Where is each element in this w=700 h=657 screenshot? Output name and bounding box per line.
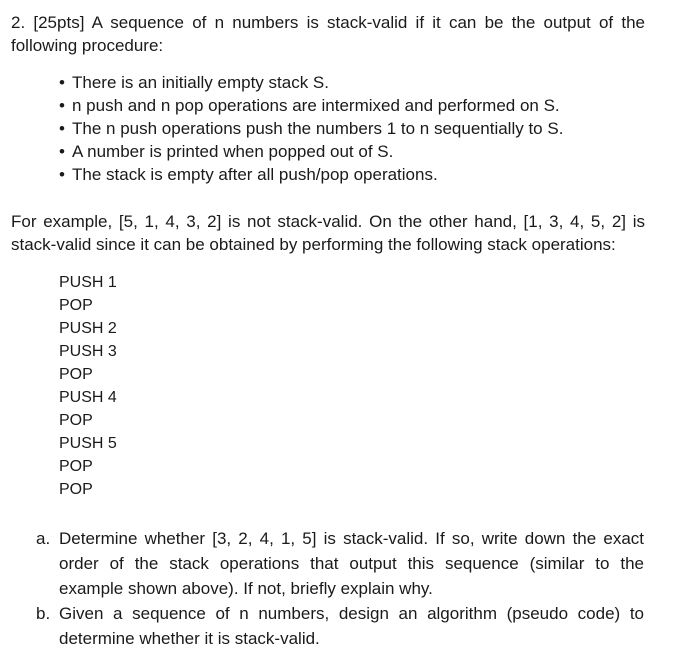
bullet-icon: • — [59, 142, 65, 161]
operation-item: PUSH 2 — [59, 320, 117, 337]
bullet-text: The stack is empty after all push/pop operations. — [72, 165, 438, 184]
question-b — [36, 601, 644, 651]
bullet-icon: • — [59, 165, 65, 184]
operation-item: PUSH 1 — [59, 274, 117, 291]
question-a — [36, 526, 644, 601]
question-marker: b. — [36, 604, 51, 623]
operation-item: PUSH 4 — [59, 389, 117, 406]
bullet-text: There is an initially empty stack S. — [72, 73, 329, 92]
bullet-item — [59, 140, 563, 163]
bullet-item — [59, 117, 563, 140]
question-text: Determine whether [3, 2, 4, 1, 5] is stack-valid. If so, write down the exact order of the stack operations that output this sequence (similar to the example shown above). If not, briefly explain why. — [59, 529, 644, 598]
bullet-item — [59, 94, 563, 117]
question-text: Given a sequence of n numbers, design an algorithm (pseudo code) to determine whether it is stack-valid. — [59, 604, 644, 648]
operation-item: PUSH 5 — [59, 435, 117, 452]
procedure-bullet-list — [59, 71, 563, 186]
bullet-icon: • — [59, 96, 65, 115]
bullet-text: A number is printed when popped out of S. — [72, 142, 394, 161]
operation-item: PUSH 3 — [59, 343, 117, 360]
bullet-icon: • — [59, 119, 65, 138]
bullet-item — [59, 163, 563, 186]
bullet-item — [59, 71, 563, 94]
operation-item: POP — [59, 412, 93, 429]
problem-intro: 2. [25pts] A sequence of n numbers is stack-valid if it can be the output of the following procedure: — [11, 13, 645, 55]
stack-operations-list — [59, 271, 117, 501]
operation-item: POP — [59, 366, 93, 383]
bullet-text: n push and n pop operations are intermixed and performed on S. — [72, 96, 560, 115]
operation-item: POP — [59, 297, 93, 314]
sub-questions — [36, 526, 644, 651]
question-marker: a. — [36, 529, 51, 548]
bullet-icon: • — [59, 73, 65, 92]
bullet-text: The n push operations push the numbers 1 to n sequentially to S. — [72, 119, 564, 138]
example-paragraph: For example, [5, 1, 4, 3, 2] is not stack-valid. On the other hand, [1, 3, 4, 5, 2] is stack-valid since it can be obtained by performing the following stack operations: — [11, 212, 645, 254]
operation-item: POP — [59, 481, 93, 498]
operation-item: POP — [59, 458, 93, 475]
